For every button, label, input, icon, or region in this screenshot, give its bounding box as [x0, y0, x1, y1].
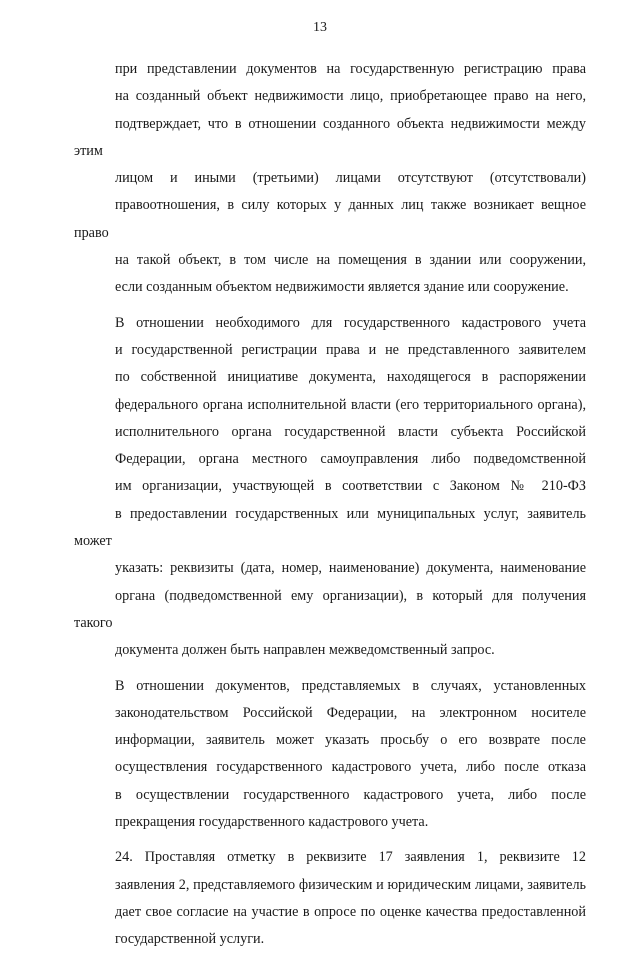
text-line: в осуществлении государственного кадастрового учета, либо после — [115, 786, 586, 803]
text-line: если созданным объектом недвижимости является здание или сооружение. — [115, 279, 569, 296]
paragraph-interagency-request — [74, 310, 586, 665]
text-line: и государственной регистрации права и не представленного заявителем — [115, 341, 586, 358]
text-line: осуществления государственного кадастрового учета, либо после отказа — [115, 759, 586, 776]
text-line: по собственной инициативе документа, находящегося в распоряжении — [115, 369, 586, 386]
paragraph-24-survey-consent — [74, 844, 586, 953]
text-line: правоотношения, в силу которых у данных лиц также возникает вещное право — [74, 197, 586, 241]
text-line: на такой объект, в том числе на помещения в здании или сооружении, — [115, 252, 586, 269]
text-line: при представлении документов на государственную регистрацию права — [115, 61, 586, 77]
text-line: прекращения государственного кадастрового учета. — [115, 814, 429, 831]
document-body — [74, 56, 586, 954]
text-line: органа (подведомственной ему организации), в который для получения такого — [74, 587, 586, 631]
text-line: информации, заявитель может указать просьбу о его возврате после — [115, 732, 586, 749]
text-line: в предоставлении государственных или муниципальных услуг, заявитель может — [74, 505, 586, 550]
page-number: 13 — [313, 20, 327, 35]
text-line: государственной услуги. — [115, 931, 265, 948]
text-line: указать: реквизиты (дата, номер, наименование) документа, наименование — [115, 560, 586, 577]
text-line: на созданный объект недвижимости лицо, приобретающее право на него, — [115, 88, 586, 105]
text-line: заявления 2, представляемого физическим и юридическим лицами, заявитель — [115, 876, 586, 893]
text-line: им организации, участвующей в соответствии с Законом № 210-ФЗ — [115, 478, 586, 495]
text-line: дает свое согласие на участие в опросе по оценке качества предоставленной — [115, 903, 586, 920]
text-line: подтверждает, что в отношении созданного объекта недвижимости между этим — [74, 115, 586, 159]
text-line: В отношении документов, представляемых в случаях, установленных — [115, 677, 586, 694]
text-line: 24. Проставляя отметку в реквизите 17 заявления 1, реквизите 12 — [115, 849, 586, 866]
text-line: Федерации, органа местного самоуправления либо подведомственной — [115, 451, 586, 468]
text-line: В отношении необходимого для государственного кадастрового учета — [115, 314, 586, 331]
paragraph-registration-rights — [74, 56, 586, 302]
paragraph-electronic-return — [74, 673, 586, 837]
text-line: документа должен быть направлен межведомственный запрос. — [115, 642, 495, 659]
text-line: законодательством Российской Федерации, на электронном носителе — [115, 704, 586, 721]
text-line: федерального органа исполнительной власти (его территориального органа), — [115, 396, 586, 413]
text-line: исполнительного органа государственной власти субъекта Российской — [115, 423, 586, 440]
text-line: лицом и иными (третьими) лицами отсутствуют (отсутствовали) — [115, 170, 586, 187]
